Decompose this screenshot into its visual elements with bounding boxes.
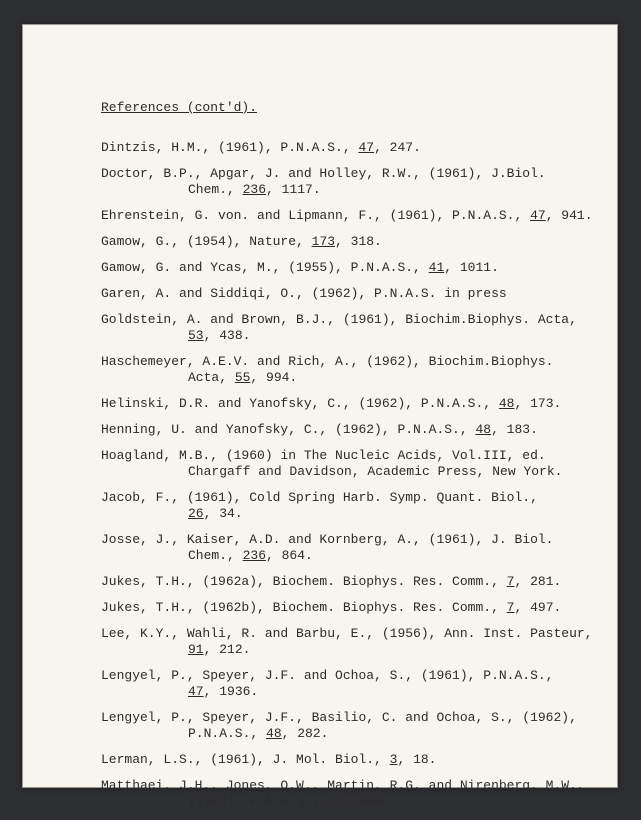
reference-line xyxy=(101,778,601,794)
reference-entry xyxy=(101,574,601,590)
reference-text: Chem., xyxy=(188,548,243,563)
reference-continuation-line xyxy=(101,642,601,658)
reference-continuation-line xyxy=(101,794,601,810)
reference-entry xyxy=(101,490,601,522)
reference-entry xyxy=(101,778,601,810)
reference-line xyxy=(101,574,601,590)
reference-text: , 212. xyxy=(203,642,251,657)
reference-text: Chargaff and Davidson, Academic Press, New York. xyxy=(188,464,563,479)
reference-line xyxy=(101,286,601,302)
reference-line xyxy=(101,448,601,464)
volume-number: 173 xyxy=(311,234,336,249)
reference-line xyxy=(101,166,601,182)
reference-entry xyxy=(101,626,601,658)
reference-text: Gamow, G., (1954), Nature, xyxy=(101,234,312,249)
reference-text: Chem., xyxy=(188,182,243,197)
reference-entry xyxy=(101,286,601,302)
reference-continuation-line xyxy=(101,328,601,344)
reference-text: Josse, J., Kaiser, A.D. and Kornberg, A., (1961), J. Biol. xyxy=(101,532,554,547)
reference-text: , 994. xyxy=(250,370,298,385)
reference-entry xyxy=(101,448,601,480)
reference-line xyxy=(101,626,601,642)
reference-text: Haschemeyer, A.E.V. and Rich, A., (1962), Biochim.Biophys. xyxy=(101,354,554,369)
volume-number: 47 xyxy=(188,684,204,699)
reference-continuation-line xyxy=(101,506,601,522)
reference-entry xyxy=(101,752,601,768)
document-page xyxy=(22,24,618,809)
reference-continuation-line xyxy=(101,726,601,742)
reference-text: P.N.A.S., xyxy=(188,726,267,741)
reference-text: , 497. xyxy=(514,600,562,615)
volume-number: 48 xyxy=(266,726,282,741)
reference-text: Acta, xyxy=(188,370,235,385)
reference-line xyxy=(101,396,601,412)
references-text xyxy=(101,100,601,820)
reference-text: , 247. xyxy=(374,140,421,155)
volume-number: 3 xyxy=(389,752,398,767)
volume-number: 7 xyxy=(506,600,515,615)
reference-continuation-line xyxy=(101,464,601,480)
reference-entry xyxy=(101,532,601,564)
reference-text: Hoagland, M.B., (1960) in The Nucleic Acids, Vol.III, ed. xyxy=(101,448,546,463)
reference-entry xyxy=(101,260,601,276)
reference-line xyxy=(101,490,601,506)
reference-entry xyxy=(101,600,601,616)
volume-number: 47 xyxy=(530,208,546,223)
reference-continuation-line xyxy=(101,684,601,700)
reference-line xyxy=(101,600,601,616)
reference-continuation-line xyxy=(101,548,601,564)
reference-text: , 34. xyxy=(203,506,243,521)
reference-entry xyxy=(101,140,601,156)
reference-text: Lee, K.Y., Wahli, R. and Barbu, E., (1956), Ann. Inst. Pasteur, xyxy=(101,626,593,641)
reference-entry xyxy=(101,312,601,344)
reference-text: Helinski, D.R. and Yanofsky, C., (1962), P.N.A.S., xyxy=(101,396,499,411)
volume-number: 48 xyxy=(498,396,515,411)
volume-number: 55 xyxy=(234,370,251,385)
reference-text: , 18. xyxy=(397,752,437,767)
reference-text: , 1936. xyxy=(203,684,259,699)
reference-line xyxy=(101,140,601,156)
reference-text: , 864. xyxy=(266,548,313,563)
reference-entry xyxy=(101,396,601,412)
reference-text: (1962), P.N.A.S., xyxy=(188,794,329,809)
reference-text: Henning, U. and Yanofsky, C., (1962), P.N.A.S., xyxy=(101,422,476,437)
volume-number: 41 xyxy=(428,260,445,275)
reference-text: Ehrenstein, G. von. and Lipmann, F., (1961), P.N.A.S., xyxy=(101,208,531,223)
volume-number: 236 xyxy=(242,548,267,563)
reference-text: , 282. xyxy=(281,726,329,741)
reference-line xyxy=(101,354,601,370)
reference-entry xyxy=(101,422,601,438)
reference-line xyxy=(101,710,601,726)
volume-number: 7 xyxy=(506,574,515,589)
reference-text: Dintzis, H.M., (1961), P.N.A.S., xyxy=(101,140,359,155)
references-heading: References (cont'd). xyxy=(101,100,258,115)
reference-text: , 1117. xyxy=(266,182,321,197)
reference-text: , 281. xyxy=(514,574,562,589)
reference-continuation-line xyxy=(101,182,601,198)
reference-list xyxy=(101,140,601,810)
reference-line xyxy=(101,422,601,438)
reference-text: Lerman, L.S., (1961), J. Mol. Biol., xyxy=(101,752,390,767)
reference-entry xyxy=(101,710,601,742)
reference-text: Doctor, B.P., Apgar, J. and Holley, R.W., (1961), J.Biol. xyxy=(101,166,546,181)
reference-line xyxy=(101,668,601,684)
reference-entry xyxy=(101,166,601,198)
volume-number: 53 xyxy=(188,328,204,343)
reference-text: Matthaei, J.H., Jones, O.W., Martin, R.G. and Nirenberg, M.W., xyxy=(101,778,585,793)
reference-text: , 438. xyxy=(203,328,251,343)
reference-line xyxy=(101,208,601,224)
reference-continuation-line xyxy=(101,370,601,386)
reference-entry xyxy=(101,354,601,386)
reference-text: Goldstein, A. and Brown, B.J., (1961), Biochim.Biophys. Acta, xyxy=(101,312,577,327)
reference-entry xyxy=(101,234,601,250)
reference-line xyxy=(101,260,601,276)
volume-number: 91 xyxy=(188,642,204,657)
reference-text: , 941. xyxy=(545,208,593,223)
reference-text: Garen, A. and Siddiqi, O., (1962), P.N.A.S. in press xyxy=(101,286,507,301)
reference-line xyxy=(101,532,601,548)
volume-number: 48 xyxy=(475,422,492,437)
reference-text: , 183. xyxy=(491,422,538,437)
reference-text: Jacob, F., (1961), Cold Spring Harb. Symp. Quant. Biol., xyxy=(101,490,538,505)
reference-text: , 173. xyxy=(514,396,562,411)
reference-text: Gamow, G. and Ycas, M., (1955), P.N.A.S., xyxy=(101,260,429,275)
reference-text: , 666. xyxy=(344,794,391,809)
volume-number: 26 xyxy=(188,506,204,521)
reference-text: Jukes, T.H., (1962a), Biochem. Biophys. Res. Comm., xyxy=(101,574,507,589)
volume-number: 236 xyxy=(242,182,267,197)
reference-text: , 1011. xyxy=(444,260,499,275)
volume-number: 48 xyxy=(328,794,345,809)
reference-entry xyxy=(101,208,601,224)
volume-number: 47 xyxy=(358,140,375,155)
reference-line xyxy=(101,752,601,768)
reference-line xyxy=(101,234,601,250)
reference-text: Lengyel, P., Speyer, J.F., Basilio, C. and Ochoa, S., (1962), xyxy=(101,710,577,725)
reference-text: Lengyel, P., Speyer, J.F. and Ochoa, S., (1961), P.N.A.S., xyxy=(101,668,554,683)
reference-text: Jukes, T.H., (1962b), Biochem. Biophys. Res. Comm., xyxy=(101,600,507,615)
reference-line xyxy=(101,312,601,328)
reference-text: , 318. xyxy=(335,234,382,249)
reference-entry xyxy=(101,668,601,700)
